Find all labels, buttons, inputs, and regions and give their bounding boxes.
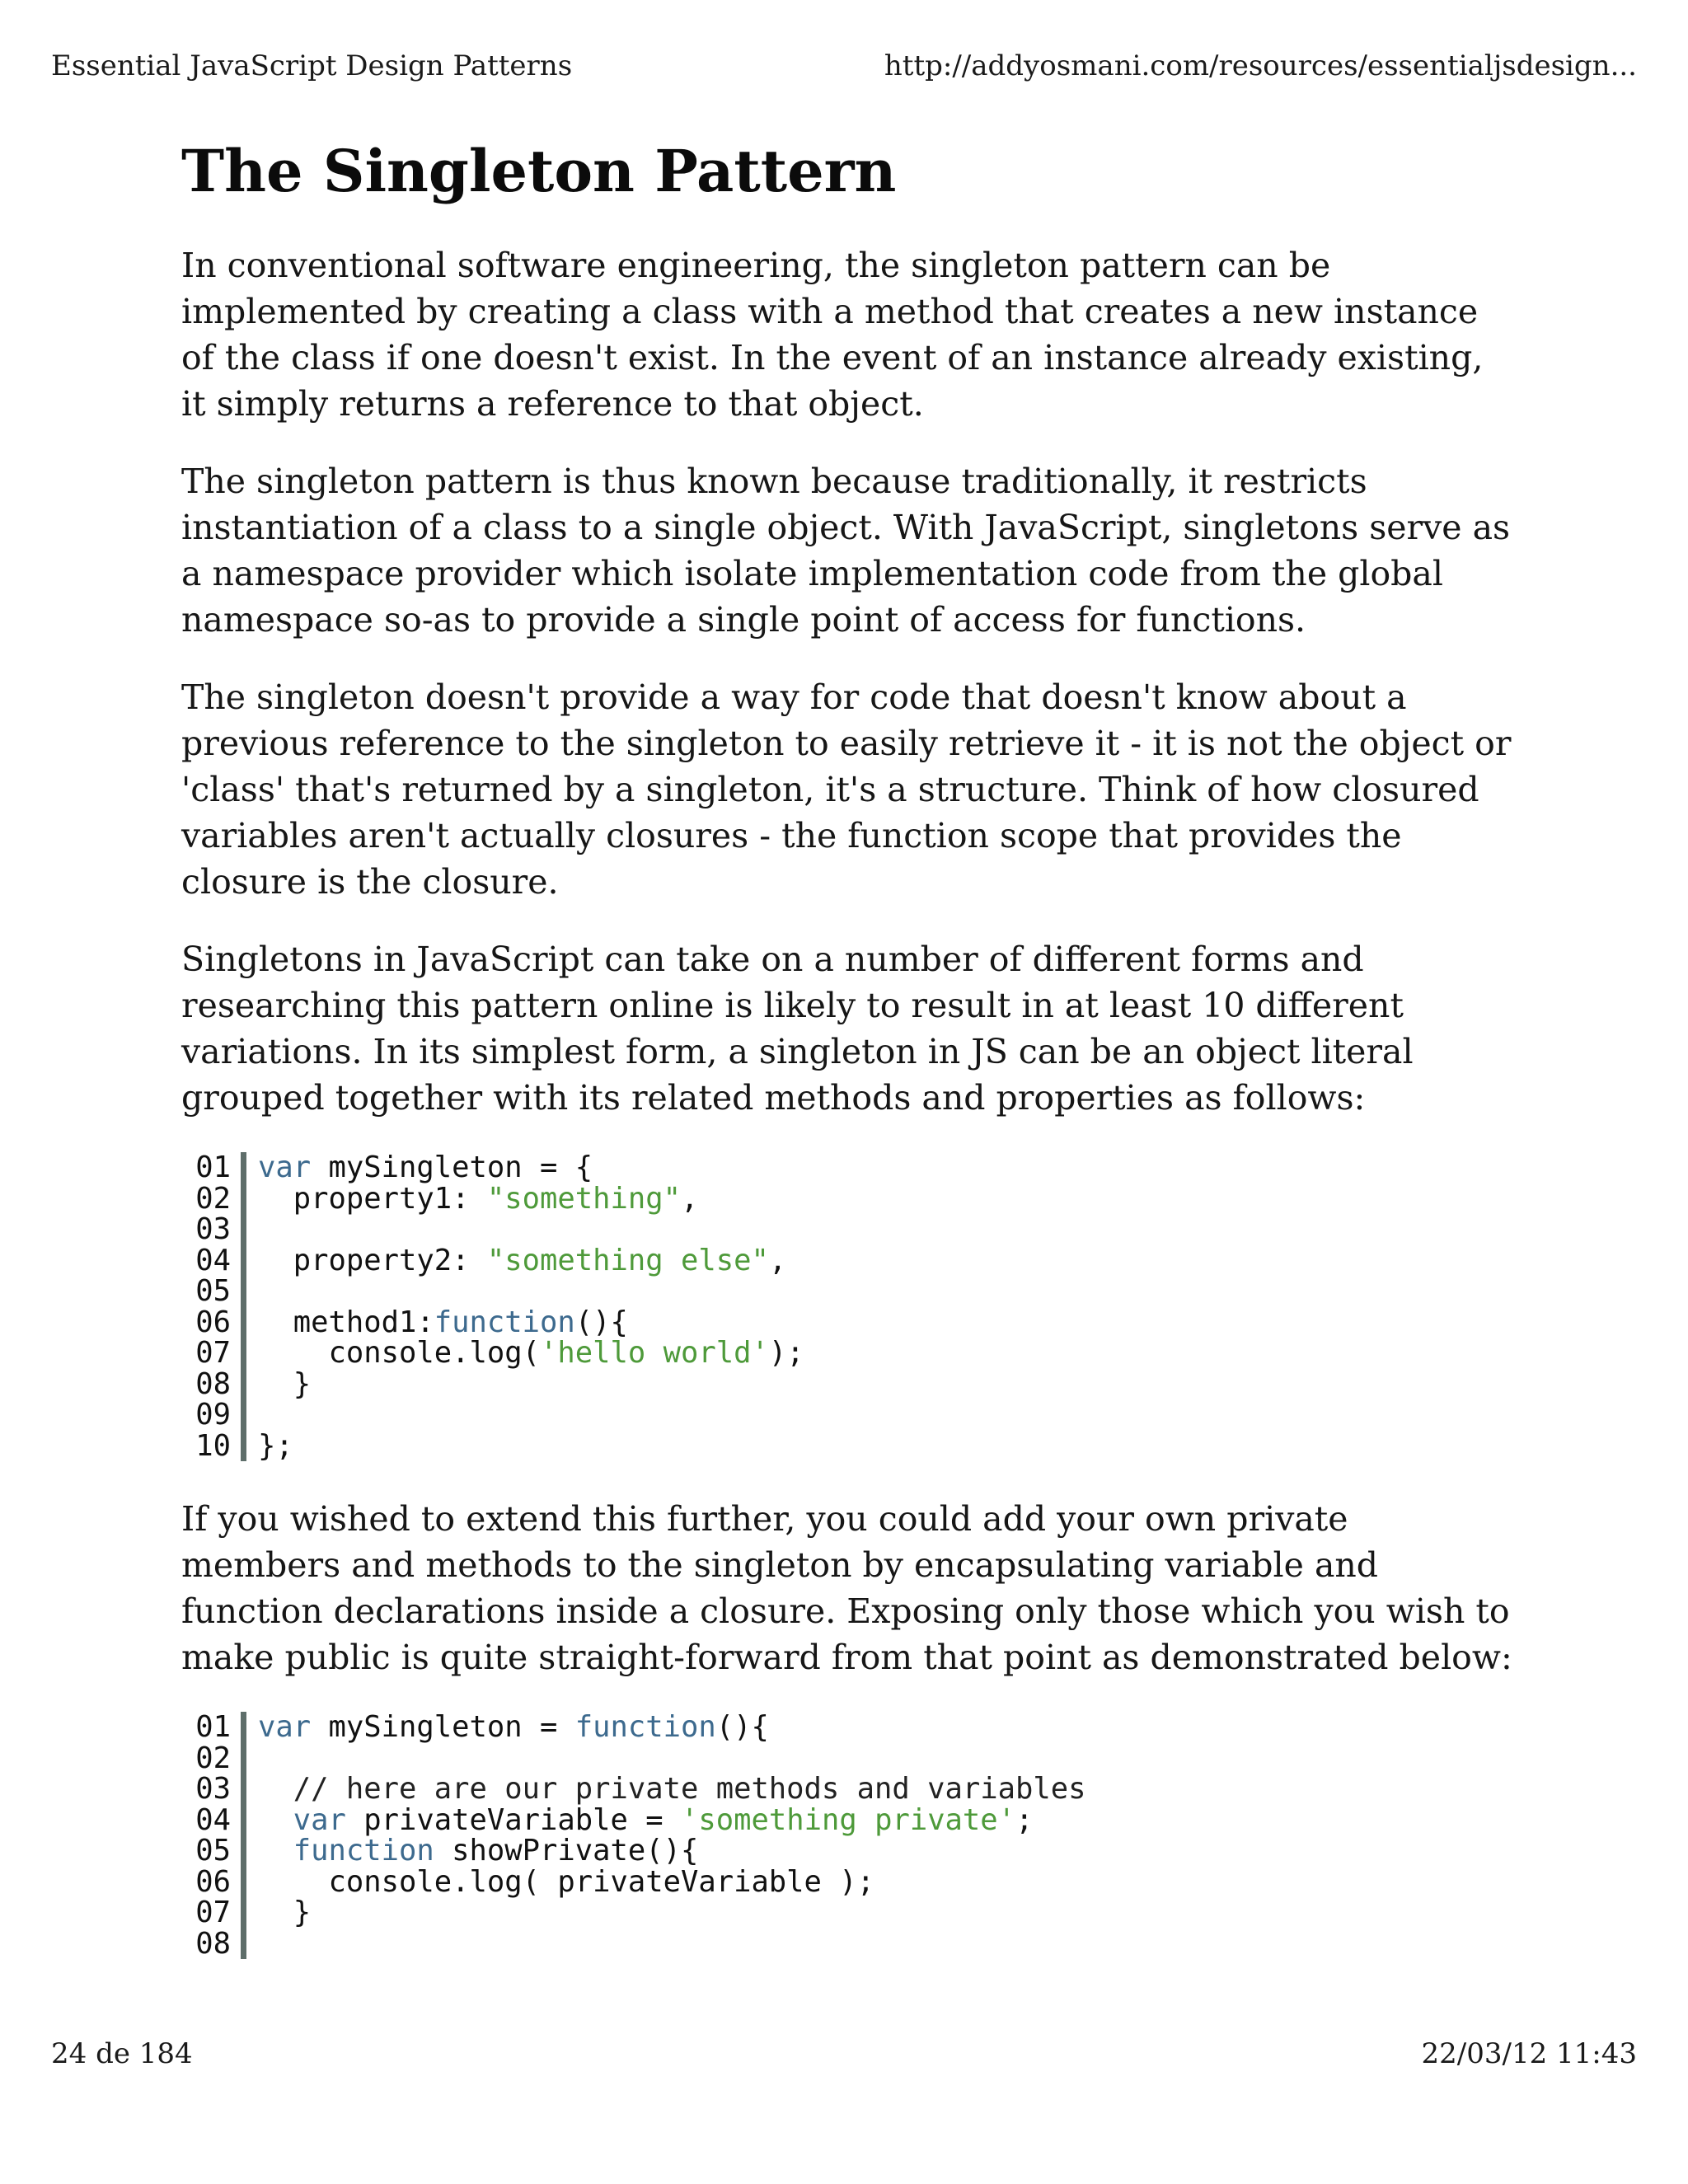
running-footer <box>51 2036 1637 2072</box>
line-number: 10 <box>195 1428 231 1463</box>
line-number: 05 <box>195 1834 231 1868</box>
line-number: 03 <box>195 1212 231 1246</box>
code-line <box>181 1926 1517 1961</box>
line-number: 04 <box>195 1243 231 1277</box>
line-number: 06 <box>195 1864 231 1899</box>
code-line: 01 var mySingleton = { <box>181 1152 1517 1183</box>
code-block-object-literal <box>181 1152 1517 1461</box>
paragraph-4: Singletons in JavaScript can take on a number of different forms and researching this pattern online is likely to result in at least 10 different variations. In its simplest form, a singleton in JS can be an object literal grouped together with its related methods and properties as follows: <box>181 940 1414 1118</box>
paragraph-1: In conventional software engineering, the singleton pattern can be implemented by creating a class with a method that creates a new instance of the class if one doesn't exist. In the event of an instance already existing, it simply returns a reference to that object. <box>181 246 1484 424</box>
line-number: 01 <box>195 1151 231 1184</box>
code-line <box>181 1743 1517 1774</box>
line-number: 04 <box>195 1802 231 1837</box>
code-line: 06 method1:function(){ <box>181 1307 1517 1338</box>
line-number: 06 <box>195 1305 231 1339</box>
paragraph-2: The singleton pattern is thus known because traditionally, it restricts instantiation of a class to a single object. With JavaScript, singletons serve as a namespace provider which isolate implementation code from the global namespace so-as to provide a single point of access for functions. <box>181 462 1511 640</box>
line-number: 09 <box>195 1398 231 1432</box>
code-line: 07 } <box>181 1897 1517 1929</box>
code-line: 04 var privateVariable = 'something private'; <box>181 1805 1517 1836</box>
source-url: http://addyosmani.com/resources/essentialjsdesign... <box>884 49 1637 82</box>
paragraph-5: If you wished to extend this further, you could add your own private members and methods to the singleton by encapsulating variable and function declarations inside a closure. Exposing only those which you wish to make public is quite straight-forward from that point as demonstrated below: <box>181 1499 1512 1677</box>
line-number: 01 <box>195 1710 231 1744</box>
code-line: 05 function showPrivate(){ <box>181 1835 1517 1867</box>
code-line: 06 console.log( privateVariable ); <box>181 1867 1517 1898</box>
code-line <box>181 1214 1517 1245</box>
running-header <box>51 48 1637 84</box>
code-line: 04 property2: "something else", <box>181 1245 1517 1277</box>
code-line <box>181 1399 1517 1431</box>
line-number: 08 <box>195 1926 231 1961</box>
line-number: 02 <box>195 1181 231 1216</box>
code-line: 08 } <box>181 1369 1517 1400</box>
code-line: 07 console.log('hello world'); <box>181 1338 1517 1369</box>
document-title: Essential JavaScript Design Patterns <box>51 49 573 82</box>
code-line: 02 property1: "something", <box>181 1183 1517 1215</box>
code-line: 03 // here are our private methods and variables <box>181 1774 1517 1805</box>
article <box>181 132 1517 1994</box>
code-line <box>181 1276 1517 1307</box>
line-number: 08 <box>195 1366 231 1401</box>
code-line: 10 }; <box>181 1431 1517 1462</box>
code-line: 01 var mySingleton = function(){ <box>181 1712 1517 1743</box>
paragraph-3: The singleton doesn't provide a way for code that doesn't know about a previous reference to the singleton to easily retrieve it - it is not the object or 'class' that's returned by a singleton, it's a structure. Think of how closured variables aren't actually closures - the function scope that provides the closure is the closure. <box>181 677 1512 902</box>
section-heading: The Singleton Pattern <box>181 137 897 205</box>
line-number: 02 <box>195 1741 231 1775</box>
line-number: 05 <box>195 1274 231 1308</box>
line-number: 07 <box>195 1896 231 1929</box>
print-timestamp: 22/03/12 11:43 <box>1421 2037 1637 2070</box>
line-number: 07 <box>195 1336 231 1370</box>
line-number: 03 <box>195 1772 231 1806</box>
code-block-closure <box>181 1712 1517 1959</box>
page-counter: 24 de 184 <box>51 2037 193 2070</box>
